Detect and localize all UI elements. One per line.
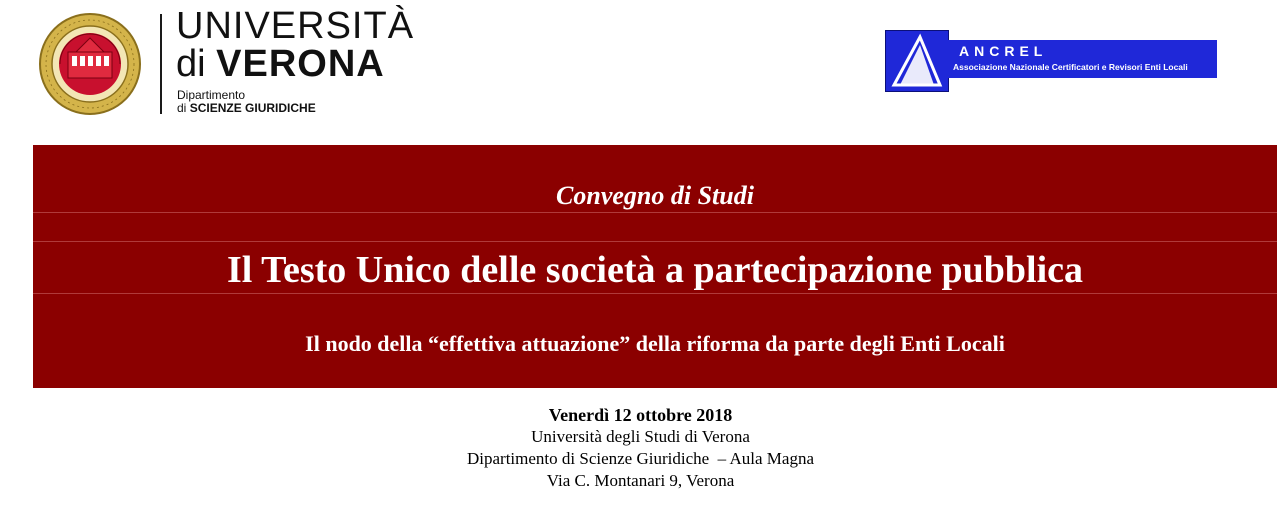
event-subtitle: Il nodo della “effettiva attuazione” della riforma da parte degli Enti Locali [305,331,1005,356]
ancrel-triangle-icon [885,30,949,92]
event-type-label: Convegno di Studi [556,181,754,210]
logo-divider [160,14,162,114]
event-university: Università degli Studi di Verona [531,427,750,446]
univr-wordmark-top: UNIVERSITÀ [176,5,415,47]
ancrel-name: ANCREL [959,43,1048,59]
event-address: Via C. Montanari 9, Verona [546,471,735,490]
ancrel-logo [885,30,1225,92]
university-seal-icon [38,12,142,116]
dept-line2 [177,101,316,115]
banner-divider [33,212,1277,213]
event-title: Il Testo Unico delle società a partecipazione pubblica [226,249,1084,291]
ancrel-full-name: Associazione Nazionale Certificatori e Revisori Enti Locali [953,62,1188,72]
event-date: Venerdì 12 ottobre 2018 [548,405,733,425]
univr-logo [30,5,415,120]
dept-line2-di: di [177,101,187,115]
dept-line2-name: SCIENZE GIURIDICHE [189,101,316,115]
univr-wordmark-city [176,44,385,84]
title-banner [33,145,1277,388]
banner-divider [33,241,1277,242]
event-details [0,404,1281,492]
banner-divider [33,293,1277,294]
univr-wordmark-verona: VERONA [216,43,385,85]
univr-wordmark-di: di [176,43,206,85]
event-department: Dipartimento di Scienze Giuridiche – Aula Magna [467,449,814,468]
dept-line1: Dipartimento [177,88,246,102]
